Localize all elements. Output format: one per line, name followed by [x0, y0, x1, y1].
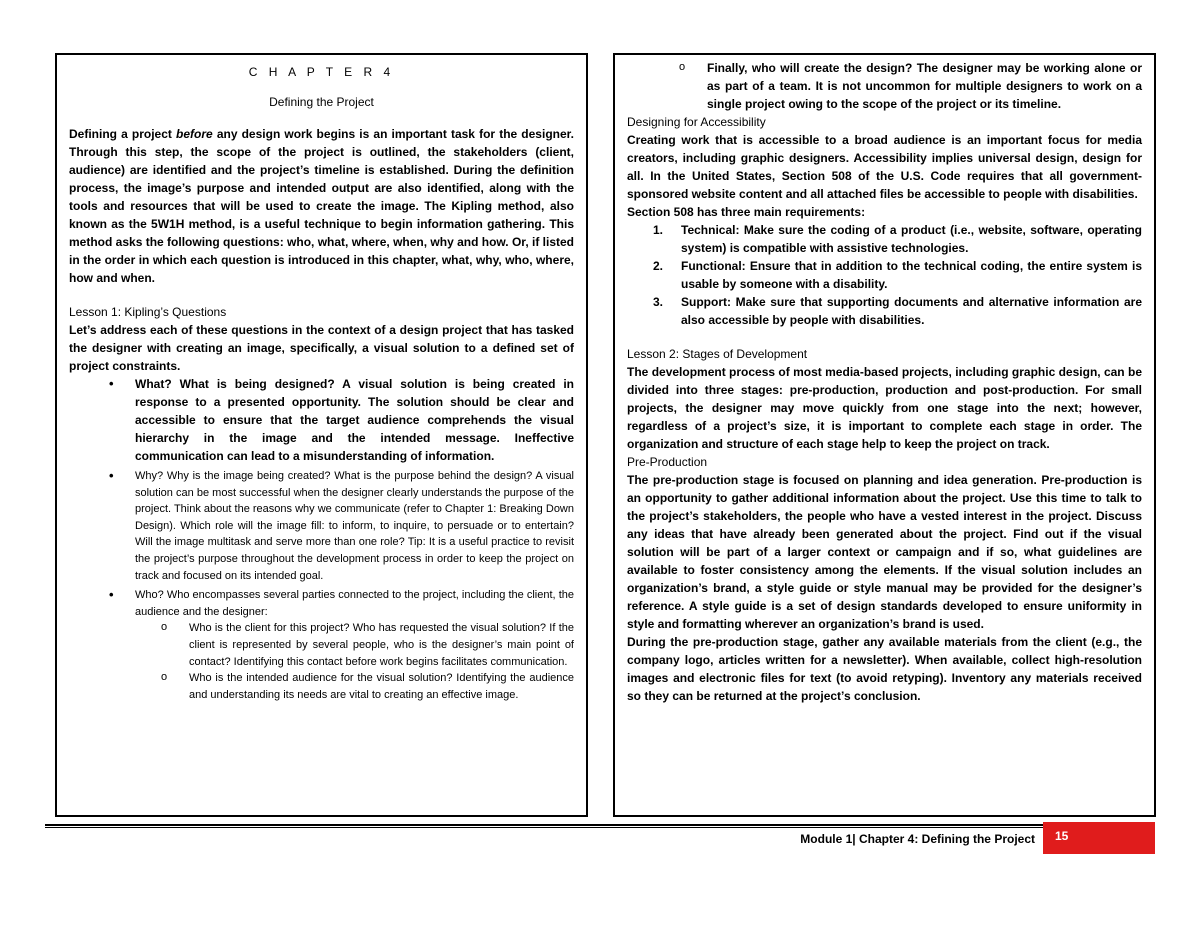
list-item: 1. Technical: Make sure the coding of a product (i.e., website, software, operating system) is compatible with assistive technologies.	[653, 223, 1142, 255]
preproduction-paragraph-2: During the pre-production stage, gather any available materials from the client (e.g., the company logo, articles written for a newsletter). When available, collect high-resolution images and electronic files for text (to avoid retyping). Inventory any materials received so they can be returned at the project’s conclusion.	[627, 635, 1142, 703]
list-item: o Finally, who will create the design? The designer may be working alone or as part of a team. It is not uncommon for multiple designers to work on a single project owing to the scope of the project or its timeline.	[707, 59, 1142, 113]
footer-divider	[45, 824, 1155, 826]
list-item: 3. Support: Make sure that supporting documents and alternative information are also accessible by people with disabilities.	[653, 295, 1142, 327]
lesson2-paragraph: The development process of most media-based projects, including graphic design, can be divided into three stages: pre-production, production and post-production. For small projects, the designer may move quickly from one stage into the next; however, regardless of a project’s size, it is important to complete each stage in order. The organization and structure of each stage help to keep the project on track.	[627, 365, 1142, 451]
footer-divider-thin	[45, 827, 1155, 828]
who-sublist-continued	[627, 59, 1142, 113]
lesson1-paragraph: Let’s address each of these questions in the context of a design project that has tasked the designer with creating an image, specifically, a visual solution to a defined set of project constraints.	[69, 323, 574, 373]
section508-intro: Section 508 has three main requirements:	[627, 205, 866, 219]
list-item: • What? What is being designed? A visual solution is being created in response to a presented opportunity. The solution should be clear and accessible to ensure that the target audience comprehends the visual hierarchy in the image and the intended message. Ineffective communication can lead to a misunderstanding of information.	[135, 375, 574, 465]
lesson2-heading: Lesson 2: Stages of Development	[627, 347, 808, 361]
chapter-label: C H A P T E R 4	[248, 65, 395, 79]
list-item: • Why? Why is the image being created? What is the purpose behind the design? A visual solution can be most successful when the designer clearly understands the purpose of the project. Think about the reasons why we communicate (refer to Chapter 1: Breaking Down Design). Which role will the image fill: to inform, to inquire, to persuade or to entertain? Will the image multitask and serve more than one role? Tip: It is a useful practice to revisit the project’s purpose throughout the development process in order to keep the project on track and focused on its intended goal.	[135, 468, 574, 584]
who-sublist	[135, 620, 574, 703]
page-number: 15	[1043, 822, 1155, 854]
list-item: • Who? Who encompasses several parties connected to the project, including the client, the audience and the designer: o Who is the client for this project? Who has requested the visual solution? If the client is represented by several people, who is the designer’s main point of contact? Identifying this contact before work begins facilitates communication. o Who is the intended audience for the visual solution? Identifying the audience and understanding its needs are vital to creating an effective image.	[135, 587, 574, 703]
accessibility-heading: Designing for Accessibility	[627, 115, 766, 129]
intro-paragraph: Defining a project before any design work begins is an important task for the designer. Through this step, the scope of the project is outlined, the stakeholders (client, audience) are identified and the project’s timeline is established. During the definition process, the image’s purpose and intended output are also identified, along with the tools and resources that will be used to create the image. The Kipling method, also known as the 5W1H method, is a useful technique to begin information gathering. This method asks the following questions: who, what, where, when, why and how. Or, if listed in the order in which each question is introduced in this chapter, what, why, who, where, how and when.	[69, 127, 574, 285]
lesson1-heading: Lesson 1: Kipling’s Questions	[69, 305, 227, 319]
kipling-question-list	[69, 375, 574, 703]
list-item: o Who is the intended audience for the visual solution? Identifying the audience and understanding its needs are vital to creating an effective image.	[189, 670, 574, 703]
accessibility-paragraph: Creating work that is accessible to a broad audience is an important focus for media creators, including graphic designers. Accessibility implies universal design, design for all. In the United States, Section 508 of the U.S. Code requires that all government-sponsored website content and all attached files be accessible to people with disabilities.	[627, 133, 1142, 201]
list-item: 2. Functional: Ensure that in addition to the technical coding, the entire system is usable by someone with a disability.	[653, 259, 1142, 291]
footer-module-label: Module 1| Chapter 4: Defining the Project	[800, 832, 1035, 846]
left-column	[55, 53, 588, 817]
preproduction-heading: Pre-Production	[627, 455, 708, 469]
project-title: Defining the Project	[269, 95, 374, 109]
preproduction-paragraph-1: The pre-production stage is focused on planning and idea generation. Pre-production is an opportunity to gather additional information about the project. Use this time to talk to the project’s stakeholders, the people who have a vested interest in the project. Discuss any ideas that have already been generated about the project. Find out if the visual solution will be part of a larger context or campaign and if so, what guidelines are available to foster consistency among the elements. If the visual solution includes an organization’s brand, a style guide or style manual may be provided for the designer’s reference. A style guide is a set of design standards developed to ensure uniformity in style and formatting wherever an organization’s brand is used.	[627, 473, 1142, 631]
right-column	[613, 53, 1156, 817]
requirements-list	[627, 221, 1142, 329]
list-item: o Who is the client for this project? Who has requested the visual solution? If the client is represented by several people, who is the designer’s main point of contact? Identifying this contact before work begins facilitates communication.	[189, 620, 574, 670]
